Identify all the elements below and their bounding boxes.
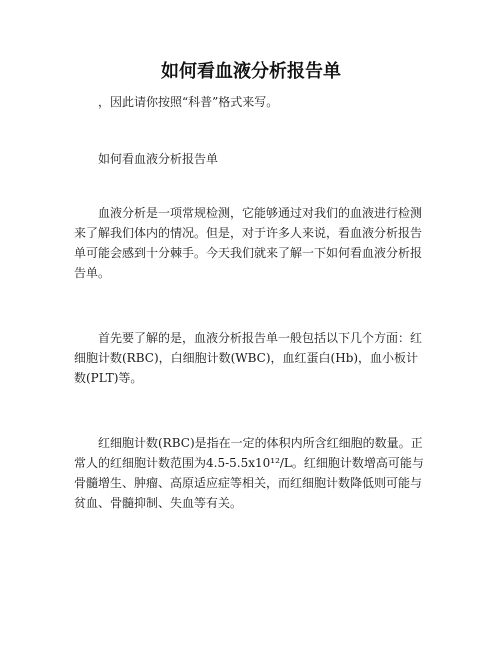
document-title: 如何看血液分析报告单 (161, 61, 341, 82)
body-paragraph-rbc: 红细胞计数(RBC)是指在一定的体积内所含红细胞的数量。正常人的红细胞计数范围为4.5-5.5x10¹²/L。红细胞计数增高可能与骨髓增生、肿瘤、高原适应症等相关，而红细胞计数降低则可能与贫血、骨髓抑制、失血等有关。 (74, 436, 424, 510)
section-heading-paragraph: 如何看血液分析报告单 (98, 152, 219, 166)
intro-paragraph: ，因此请你按照“科普”格式来写。 (98, 95, 279, 109)
body-paragraph-components: 首先要了解的是，血液分析报告单一般包括以下几个方面：红细胞计数(RBC)，白细胞计数(WBC)，血红蛋白(Hb)，血小板计数(PLT)等。 (74, 331, 423, 385)
body-paragraph-overview: 血液分析是一项常规检测，它能够通过对我们的血液进行检测来了解我们体内的情况。但是，对于许多人来说，看血液分析报告单可能会感到十分棘手。今天我们就来了解一下如何看血液分析报告单。 (74, 206, 423, 280)
